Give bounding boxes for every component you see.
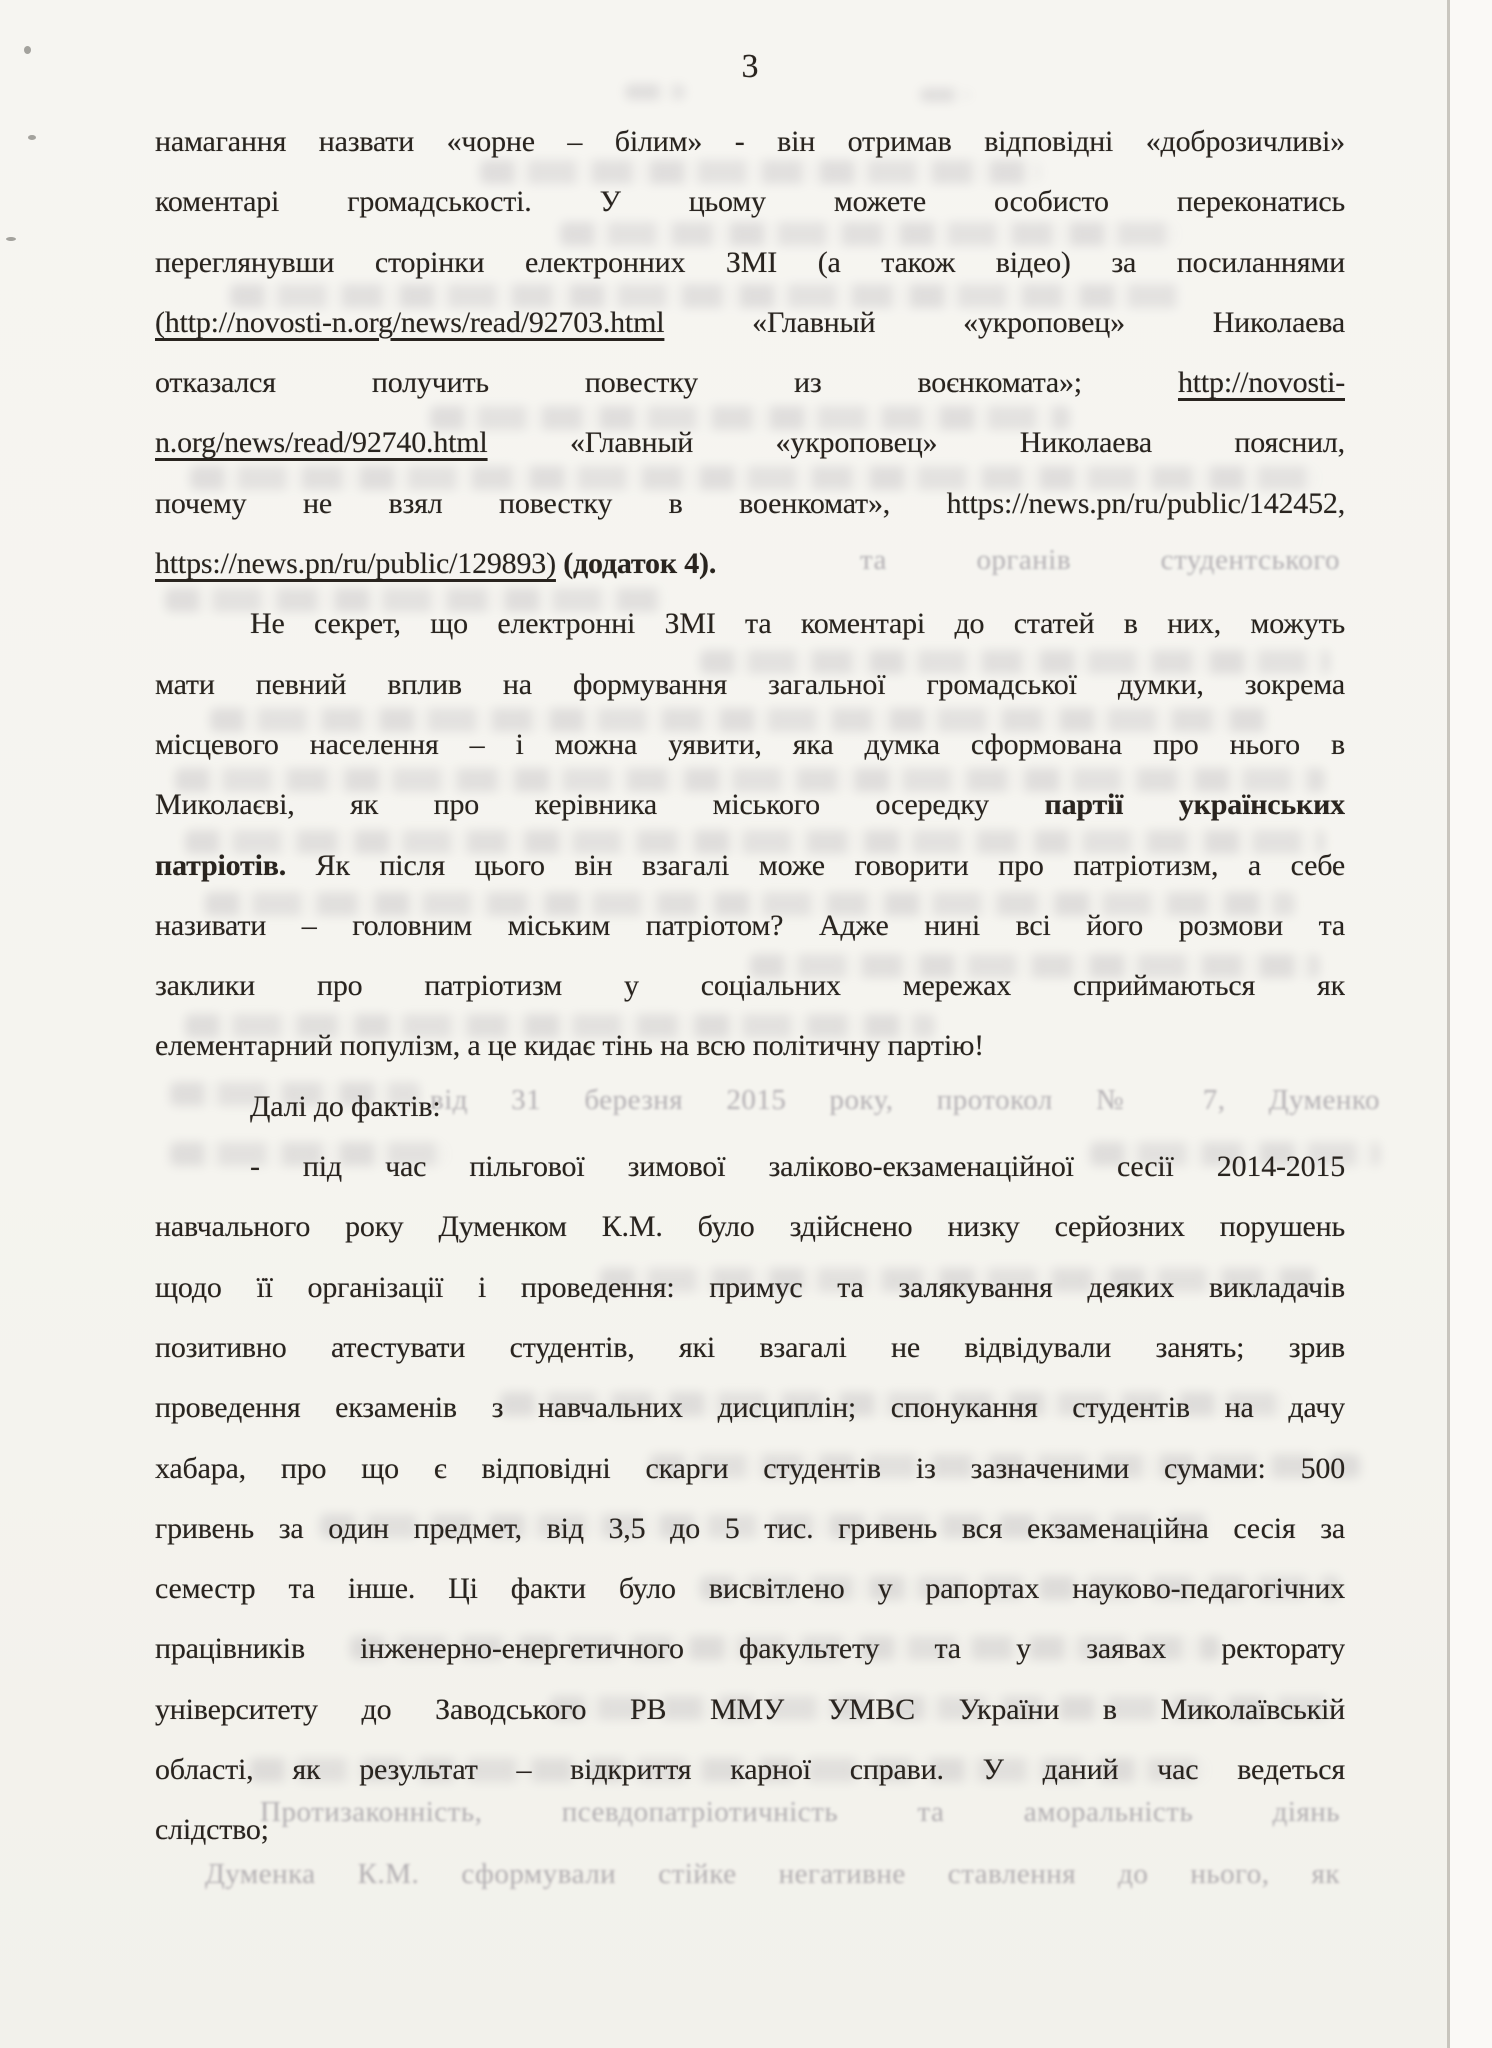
body-text: щодо її організації і проведення: примус та залякування деяких викладачів xyxy=(155,1270,1345,1304)
pencil-mark xyxy=(920,88,970,102)
text-line xyxy=(155,474,1345,534)
text-line xyxy=(155,534,1345,594)
body-text: елементарний популізм, а це кидає тінь на всю політичну партію! xyxy=(155,1029,984,1063)
text-line xyxy=(155,1137,1345,1197)
text-line xyxy=(155,775,1345,835)
text-line xyxy=(155,715,1345,775)
body-text: називати – головним міським патріотом? Адже нині всі його розмови та xyxy=(155,908,1345,942)
bold-text: партії українських xyxy=(1044,788,1345,822)
body-text: коментарі громадськості. У цьому можете особисто переконатись xyxy=(155,185,1345,219)
text-line xyxy=(155,655,1345,715)
text-line xyxy=(155,1197,1345,1257)
text-line xyxy=(155,1680,1345,1740)
text-line xyxy=(155,956,1345,1016)
link-text: https://news.pn/ru/public/129893) xyxy=(155,547,556,581)
scan-margin-strip xyxy=(1450,0,1492,2048)
body-text: заклики про патріотизм у соціальних мережах сприймаються як xyxy=(155,969,1345,1003)
body-text: місцевого населення – і можна уявити, яка думка сформована про нього в xyxy=(155,727,1345,761)
text-line xyxy=(155,1318,1345,1378)
bleedthrough-text: від 31 березня 2015 року, протокол № 7, Думенко xyxy=(430,1084,1380,1116)
text-line xyxy=(155,1800,1345,1860)
body-text: отказался получить повестку из воєнкомата»; xyxy=(155,366,1178,400)
text-line xyxy=(155,1077,1345,1137)
text-line xyxy=(155,112,1345,172)
body-text: хабара, про що є відповідні скарги студентів із зазначеними сумами: 500 xyxy=(155,1451,1345,1485)
text-line xyxy=(155,1499,1345,1559)
bleedthrough-text: Протизаконність, псевдопатріотичність та аморальність діянь xyxy=(260,1796,1340,1828)
text-line xyxy=(155,293,1345,353)
text-line xyxy=(155,172,1345,232)
text-line xyxy=(155,594,1345,654)
bold-text: (додаток 4). xyxy=(563,547,717,581)
text-line xyxy=(155,1378,1345,1438)
bleedthrough-text: та органів студентського xyxy=(860,544,1340,576)
scan-edge-line xyxy=(1447,0,1450,2048)
bold-text: патріотів. xyxy=(155,848,287,882)
body-text: Як після цього він взагалі може говорити про патріотизм, а себе xyxy=(286,848,1345,882)
text-line xyxy=(155,836,1345,896)
body-text: області, як результат – відкриття карної справи. У даний час ведеться xyxy=(155,1753,1345,1787)
body-text: «Главный «укроповец» Николаева xyxy=(664,305,1345,339)
body-text: слідство; xyxy=(155,1813,269,1847)
body-text: гривень за один предмет, від 3,5 до 5 тис. гривень вся екзаменаційна сесія за xyxy=(155,1511,1345,1545)
link-text: http://novosti- xyxy=(1177,366,1345,400)
text-line xyxy=(155,1619,1345,1679)
text-line xyxy=(155,1016,1345,1076)
body-text: працівників інженерно-енергетичного факультету та у заявах ректорату xyxy=(155,1632,1345,1666)
text-line xyxy=(155,1559,1345,1619)
body-text: - під час пільгової зимової заліково-екзаменаційної сесії 2014-2015 xyxy=(250,1150,1345,1184)
link-text: n.org/news/read/92740.html xyxy=(155,426,488,460)
body-text: університету до Заводського РВ ММУ УМВС України в Миколаївській xyxy=(155,1692,1345,1726)
body-text: Не секрет, що електронні ЗМІ та коментарі до статей в них, можуть xyxy=(250,607,1345,641)
text-line xyxy=(155,1439,1345,1499)
body-text: намагання назвати «чорне – білим» - він отримав відповідні «доброзичливі» xyxy=(155,125,1345,158)
scan-speck xyxy=(6,237,16,241)
body-text: Миколаєві, як про керівника міського осередку xyxy=(155,788,1045,822)
body-text: позитивно атестувати студентів, які взагалі не відвідували занять; зрив xyxy=(155,1330,1345,1364)
scan-speck xyxy=(28,135,36,140)
body-text: мати певний вплив на формування загальної громадської думки, зокрема xyxy=(155,667,1345,701)
body-text: «Главный «укроповец» Николаева пояснил, xyxy=(487,426,1345,460)
body-text: почему не взял повестку в военкомат», https://news.pn/ru/public/142452, xyxy=(155,486,1345,520)
text-line xyxy=(155,1740,1345,1800)
body-text: навчального року Думенком К.М. було здійснено низку серйозних порушень xyxy=(155,1210,1345,1244)
text-line xyxy=(155,896,1345,956)
body-text: переглянувши сторінки електронних ЗМІ (а також відео) за посиланнями xyxy=(155,245,1345,279)
link-text: (http://novosti-n.org/news/read/92703.html xyxy=(155,305,665,339)
text-block xyxy=(155,112,1345,1861)
bleedthrough-text: Думенка К.М. сформували стійке негативне ставлення до нього, як xyxy=(205,1858,1340,1890)
body-text: проведення екзаменів з навчальних дисциплін; спонукання студентів на дачу xyxy=(155,1391,1345,1425)
text-line xyxy=(155,233,1345,293)
text-line xyxy=(155,1258,1345,1318)
text-line xyxy=(155,353,1345,413)
body-text: Далі до фактів: xyxy=(250,1089,441,1123)
scan-speck xyxy=(24,46,31,54)
text-line xyxy=(155,413,1345,473)
page-number: 3 xyxy=(741,48,759,85)
body-text: семестр та інше. Ці факти було висвітлено у рапортах науково-педагогічних xyxy=(155,1572,1345,1606)
